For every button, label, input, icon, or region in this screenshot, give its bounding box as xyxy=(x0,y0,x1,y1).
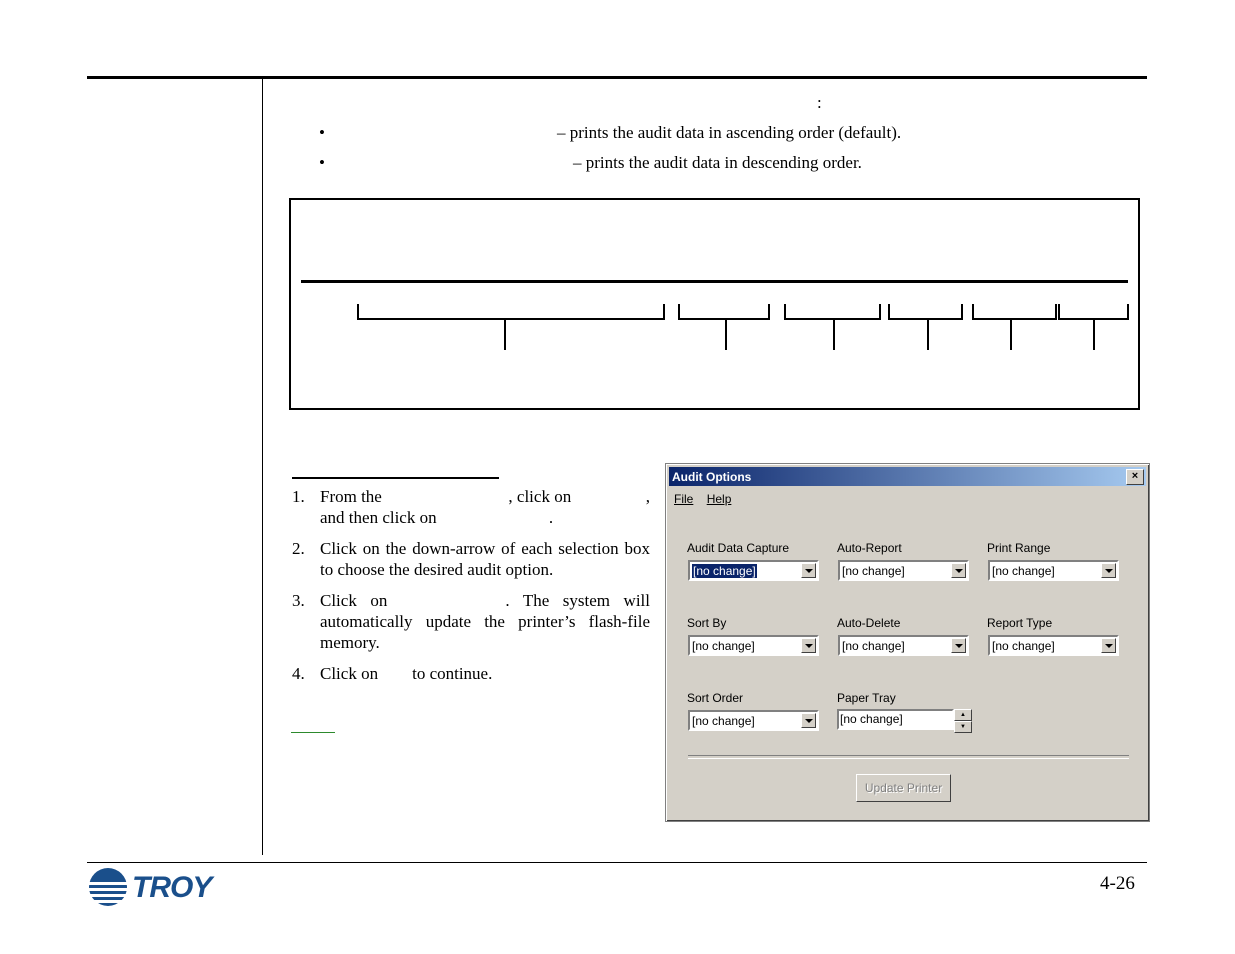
print-range-select[interactable]: [no change] xyxy=(988,560,1119,581)
field-bracket xyxy=(784,304,881,320)
label-sort-order: Sort Order xyxy=(687,691,744,705)
close-icon[interactable]: × xyxy=(1126,469,1144,485)
chevron-down-icon[interactable] xyxy=(801,638,816,653)
field-bracket xyxy=(888,304,963,320)
chevron-down-icon[interactable] xyxy=(1101,563,1116,578)
dialog-separator xyxy=(688,755,1129,759)
spin-up-icon[interactable]: ▲ xyxy=(954,709,972,721)
bullet-1-text: – prints the audit data in ascending order (default). xyxy=(557,123,902,142)
step-3: 3. Click on . The system will automatically update the printer’s flash-file memory. xyxy=(292,591,650,652)
bullet-2-glyph: • xyxy=(319,153,325,172)
spin-down-icon[interactable]: ▼ xyxy=(954,721,972,733)
bottom-rule xyxy=(87,862,1147,863)
menu-help[interactable]: Help xyxy=(706,492,732,506)
dialog-menubar xyxy=(674,492,741,506)
format-diagram-box xyxy=(289,198,1140,410)
label-sort-by: Sort By xyxy=(687,616,727,630)
label-paper-tray: Paper Tray xyxy=(837,691,896,705)
chevron-down-icon[interactable] xyxy=(801,713,816,728)
chevron-down-icon[interactable] xyxy=(951,563,966,578)
audit-data-capture-select[interactable]: [no change] xyxy=(688,560,819,581)
field-bracket xyxy=(1058,304,1129,320)
page-number: 4-26 xyxy=(1100,873,1135,894)
menu-file[interactable]: File xyxy=(674,492,694,506)
label-print-range: Print Range xyxy=(987,541,1051,555)
label-auto-delete: Auto-Delete xyxy=(837,616,901,630)
step-1: 1. From the , click on , and then click on . xyxy=(292,487,650,527)
steps-list xyxy=(292,486,650,694)
troy-logo xyxy=(88,865,223,909)
sort-order-select[interactable]: [no change] xyxy=(688,710,819,731)
paper-tray-spinner[interactable]: [no change] xyxy=(837,709,954,730)
field-tick xyxy=(927,320,929,350)
audit-options-dialog xyxy=(665,463,1150,822)
label-auto-report: Auto-Report xyxy=(837,541,902,555)
field-tick xyxy=(833,320,835,350)
dialog-titlebar[interactable] xyxy=(669,467,1146,486)
chevron-down-icon[interactable] xyxy=(951,638,966,653)
bullet-2-text: – prints the audit data in descending order. xyxy=(573,153,862,172)
logo-text: TROY xyxy=(132,871,212,904)
field-tick xyxy=(1010,320,1012,350)
report-type-select[interactable]: [no change] xyxy=(988,635,1119,656)
label-audit-data-capture: Audit Data Capture xyxy=(687,541,790,555)
chevron-down-icon[interactable] xyxy=(1101,638,1116,653)
auto-delete-select[interactable]: [no change] xyxy=(838,635,969,656)
step-2: 2. Click on the down-arrow of each selection box to choose the desired audit option. xyxy=(292,539,650,579)
auto-report-select[interactable]: [no change] xyxy=(838,560,969,581)
field-bracket xyxy=(678,304,770,320)
paper-tray-spin-buttons xyxy=(954,709,972,733)
dialog-title: Audit Options xyxy=(672,470,752,484)
field-bracket xyxy=(972,304,1057,320)
format-rule xyxy=(301,280,1128,283)
top-rule xyxy=(87,76,1147,79)
label-report-type: Report Type xyxy=(987,616,1053,630)
hyperlink-underline[interactable] xyxy=(291,732,335,733)
field-tick xyxy=(725,320,727,350)
update-printer-button[interactable]: Update Printer xyxy=(856,774,951,802)
field-tick xyxy=(1093,320,1095,350)
bullet-1-glyph: • xyxy=(319,123,325,142)
field-bracket xyxy=(357,304,665,320)
field-tick xyxy=(504,320,506,350)
left-column-rule xyxy=(262,78,263,855)
intro-colon: : xyxy=(817,93,822,112)
step-4: 4. Click on to continue. xyxy=(292,664,493,683)
sort-by-select[interactable]: [no change] xyxy=(688,635,819,656)
chevron-down-icon[interactable] xyxy=(801,563,816,578)
section-heading-underline xyxy=(292,477,499,479)
